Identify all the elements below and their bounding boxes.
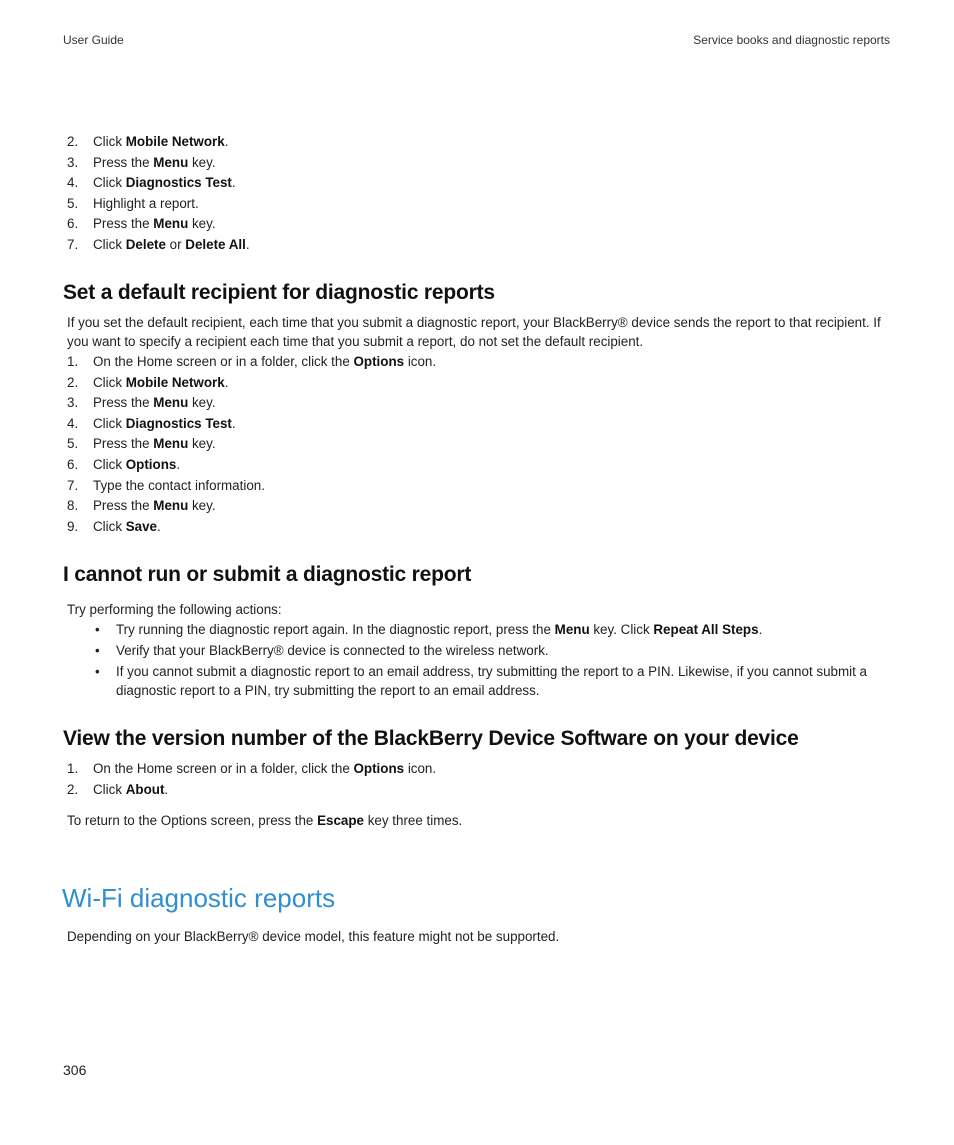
cannot-run-bullets-list: [95, 620, 885, 702]
default-recipient-steps-list: [67, 352, 436, 537]
list-item: 9. Click Save.: [67, 518, 161, 534]
heading-view-version: View the version number of the BlackBerry Device Software on your device: [63, 727, 799, 750]
list-item: 2. Click Mobile Network.: [67, 134, 229, 149]
bullet-icon: •: [95, 643, 100, 658]
list-item: 7. Click Delete or Delete All.: [67, 236, 250, 252]
paragraph-escape-note: To return to the Options screen, press the Escape key three times.: [67, 813, 463, 828]
view-version-steps-list: [67, 759, 436, 800]
list-item: 5. Press the Menu key.: [67, 436, 216, 452]
list-item: 4. Click Diagnostics Test.: [67, 415, 236, 431]
list-item: 5. Highlight a report.: [67, 195, 199, 211]
bullet-icon: •: [95, 622, 100, 637]
paragraph-default-recipient: If you set the default recipient, each time that you submit a diagnostic report, your BlackBerry® device sends the report to that recipient. If you want to specify a recipient each time that you submit a report, do not set the default recipient.: [67, 315, 881, 349]
heading-default-recipient: Set a default recipient for diagnostic reports: [63, 281, 495, 304]
list-item: 6. Click Options.: [67, 456, 181, 472]
list-item: 4. Click Diagnostics Test.: [67, 175, 236, 191]
list-item: 3. Press the Menu key.: [67, 395, 216, 411]
list-item: • Try running the diagnostic report again. In the diagnostic report, press the Menu key. Click Repeat All Steps.: [95, 622, 763, 637]
list-item: 7. Type the contact information.: [67, 477, 265, 493]
page-number: 306: [63, 1062, 87, 1078]
list-item: 1. On the Home screen or in a folder, click the Options icon.: [67, 761, 437, 776]
running-header-right: Service books and diagnostic reports: [693, 33, 890, 47]
bullet-icon: •: [95, 664, 100, 679]
intro-steps-list: [67, 132, 250, 256]
list-item: 2. Click Mobile Network.: [67, 374, 229, 390]
list-item: 2. Click About.: [67, 781, 169, 797]
list-item: 6. Press the Menu key.: [67, 216, 216, 232]
list-item: • If you cannot submit a diagnostic report to an email address, try submitting the report to a PIN. Likewise, if you cannot submit a diagnostic report to a PIN, try submitting the report to an email address.: [95, 664, 867, 698]
paragraph-cannot-run-intro: Try performing the following actions:: [67, 602, 282, 617]
list-item: 3. Press the Menu key.: [67, 154, 216, 170]
list-item: 1. On the Home screen or in a folder, click the Options icon.: [67, 354, 437, 369]
heading-wifi-diagnostic-reports: Wi-Fi diagnostic reports: [62, 883, 336, 913]
paragraph-wifi: Depending on your BlackBerry® device model, this feature might not be supported.: [67, 929, 560, 944]
list-item: 8. Press the Menu key.: [67, 498, 216, 514]
heading-cannot-run: I cannot run or submit a diagnostic report: [63, 563, 472, 586]
list-item: • Verify that your BlackBerry® device is connected to the wireless network.: [95, 643, 549, 658]
running-header-left: User Guide: [63, 33, 124, 47]
